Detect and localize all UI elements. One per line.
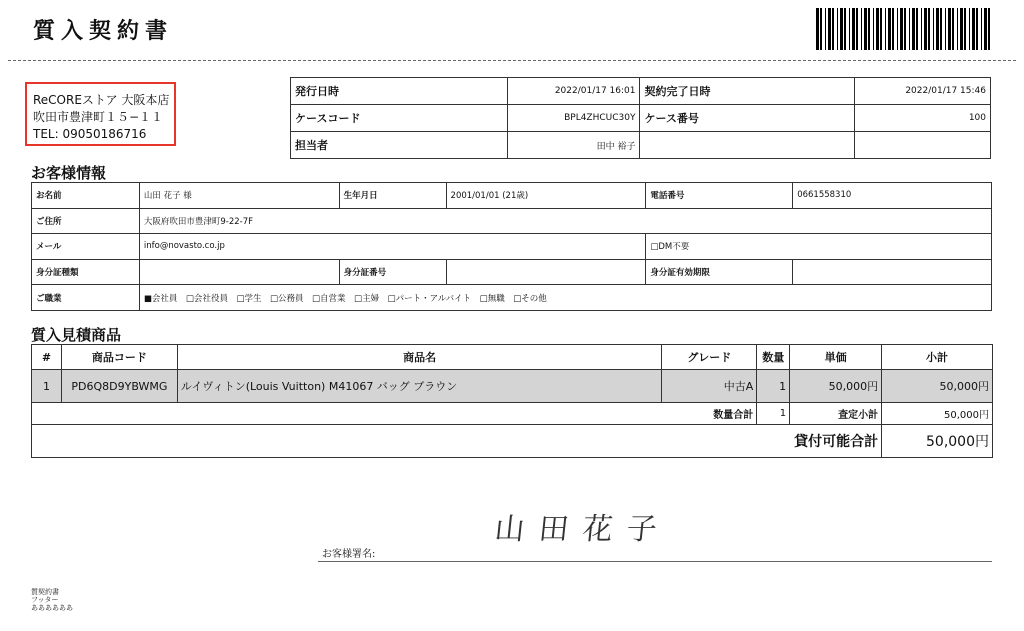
id-number-label: 身分証番号 xyxy=(339,259,446,285)
name-label: お名前 xyxy=(32,183,140,209)
id-number-value xyxy=(446,259,646,285)
footer-line: ああああああ xyxy=(31,604,73,612)
email-value: info@novasto.co.jp xyxy=(139,234,645,260)
store-name: ReCOREストア 大阪本店 xyxy=(33,93,170,107)
customer-info-table xyxy=(31,182,992,311)
phone-label: 電話番号 xyxy=(646,183,793,209)
id-type-label: 身分証種類 xyxy=(32,259,140,285)
col-header-number: # xyxy=(32,345,62,370)
signature-line xyxy=(318,561,992,562)
item-qty: 1 xyxy=(757,370,790,403)
footer-line: 質契約書 xyxy=(31,588,59,596)
item-code: PD6Q8D9YBWMG xyxy=(61,370,177,403)
birth-label: 生年月日 xyxy=(339,183,446,209)
case-code-label: ケースコード xyxy=(291,105,508,132)
table-row xyxy=(32,370,993,403)
subtotal-label: 査定小計 xyxy=(790,403,882,425)
subtotal-value: 50,000円 xyxy=(882,403,993,425)
col-header-unit-price: 単価 xyxy=(790,345,882,370)
col-header-grade: グレード xyxy=(662,345,757,370)
summary-row xyxy=(32,403,993,425)
staff-value: 田中 裕子 xyxy=(507,132,640,159)
loan-total-row xyxy=(32,425,993,458)
case-number-value: 100 xyxy=(855,105,991,132)
item-number: 1 xyxy=(32,370,62,403)
col-header-name: 商品名 xyxy=(177,345,661,370)
empty-cell xyxy=(640,132,855,159)
staff-label: 担当者 xyxy=(291,132,508,159)
birth-value: 2001/01/01 (21歳) xyxy=(446,183,646,209)
item-unit-price: 50,000円 xyxy=(790,370,882,403)
contract-info-table xyxy=(290,77,991,159)
col-header-code: 商品コード xyxy=(61,345,177,370)
address-value: 大阪府吹田市豊津町9-22-7F xyxy=(139,208,991,234)
document-title: 質入契約書 xyxy=(33,19,174,44)
items-section-title: 質入見積商品 xyxy=(31,326,122,344)
customer-signature: 山田花子 xyxy=(492,512,673,547)
footer xyxy=(31,588,73,612)
footer-line: フッター xyxy=(31,596,59,604)
qty-total-value: 1 xyxy=(757,403,790,425)
case-number-label: ケース番号 xyxy=(640,105,855,132)
item-subtotal: 50,000円 xyxy=(882,370,993,403)
email-label: メール xyxy=(32,234,140,260)
col-header-subtotal: 小計 xyxy=(882,345,993,370)
phone-value: 0661558310 xyxy=(793,183,992,209)
issue-date-value: 2022/01/17 16:01 xyxy=(507,78,640,105)
complete-date-value: 2022/01/17 15:46 xyxy=(855,78,991,105)
issue-date-label: 発行日時 xyxy=(291,78,508,105)
signature-label: お客様署名: xyxy=(322,549,376,560)
item-grade: 中古A xyxy=(662,370,757,403)
store-tel: TEL: 09050186716 xyxy=(33,127,147,141)
id-expiry-label: 身分証有効期限 xyxy=(646,259,793,285)
items-header-row xyxy=(32,345,993,370)
barcode-icon xyxy=(816,8,992,50)
qty-total-label: 数量合計 xyxy=(32,403,757,425)
complete-date-label: 契約完了日時 xyxy=(640,78,855,105)
occupation-options: ■会社員 □会社役員 □学生 □公務員 □自営業 □主婦 □パート・アルバイト □無職 □その他 xyxy=(139,285,991,311)
address-label: ご住所 xyxy=(32,208,140,234)
dm-checkbox: □DM不要 xyxy=(646,234,992,260)
store-address: 吹田市豊津町１５−１１ xyxy=(33,110,164,124)
case-code-value: BPL4ZHCUC30Y xyxy=(507,105,640,132)
id-expiry-value xyxy=(793,259,992,285)
customer-section-title: お客様情報 xyxy=(31,164,107,182)
dashed-divider xyxy=(8,60,1016,61)
occupation-label: ご職業 xyxy=(32,285,140,311)
loan-total-label: 貸付可能合計 xyxy=(32,425,882,458)
empty-cell xyxy=(855,132,991,159)
store-info-box xyxy=(25,82,176,146)
loan-total-value: 50,000円 xyxy=(882,425,993,458)
col-header-qty: 数量 xyxy=(757,345,790,370)
name-value: 山田 花子 様 xyxy=(139,183,339,209)
id-type-value xyxy=(139,259,339,285)
items-table xyxy=(31,344,993,458)
item-name: ルイヴィトン(Louis Vuitton) M41067 バッグ ブラウン xyxy=(177,370,661,403)
